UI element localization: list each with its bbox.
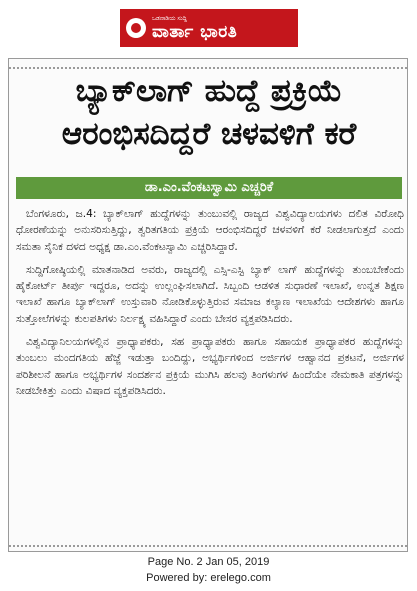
- masthead-tagline: ಒಡನಾಡಿಯ ಸುದ್ದಿ: [152, 14, 187, 22]
- article-body: [16, 206, 404, 406]
- headline-line-1: ಬ್ಯಾಕ್‌ಲಾಗ್ ಹುದ್ದೆ ಪ್ರಕ್ರಿಯೆ: [75, 73, 343, 109]
- paragraph-1: ಬೆಂಗಳೂರು, ಜ.4: ಬ್ಯಾಕ್‌ಲಾಗ್ ಹುದ್ದೆಗಳನ್ನು ತುಂಬುವಲ್ಲಿ ರಾಜ್ಯದ ವಿಶ್ವವಿದ್ಯಾಲಯಗಳು ದಲಿತ ವಿರೋಧಿ ಧೋರಣೆಯನ್ನು ಅನುಸರಿಸುತ್ತಿದ್ದು, ತ್ವರಿತಗತಿಯ ಪ್ರಕ್ರಿಯೆ ಆರಂಭಿಸದಿದ್ದರೆ ಚಳವಳಿಗೆ ಕರೆ ನೀಡಲಾಗುತ್ತದೆ ಎಂದು ಸಮತಾ ಸೈನಿಕ ದಳದ ಅಧ್ಯಕ್ಷ ಡಾ.ಎಂ.ವೆಂಕಟಸ್ವಾಮಿ ಎಚ್ಚರಿಸಿದ್ದಾರೆ.: [16, 208, 404, 253]
- masthead-name: ವಾರ್ತಾ ಭಾರತಿ: [152, 21, 238, 42]
- headline-line-2: ಆರಂಭಿಸದಿದ್ದರೆ ಚಳವಳಿಗೆ ಕರೆ: [61, 116, 357, 152]
- paragraph-3: ವಿಶ್ವವಿದ್ಯಾನಿಲಯಗಳಲ್ಲಿನ ಪ್ರಾಧ್ಯಾಪಕರು, ಸಹ ಪ್ರಾಧ್ಯಾಪಕರು ಹಾಗೂ ಸಹಾಯಕ ಪ್ರಾಧ್ಯಾಪಕರ ಹುದ್ದೆಗಳನ್ನು ತುಂಬಲು ಮಂದಗತಿಯ ಹೆಜ್ಜೆ ಇಡುತ್ತಾ ಬಂದಿದ್ದು, ಅಭ್ಯರ್ಥಿಗಳಿಂದ ಅರ್ಜಿಗಳ ಆಹ್ವಾನದ ಪ್ರಕಟನೆ, ಅರ್ಜಿಗಳ ಪರಿಶೀಲನೆ ಹಾಗೂ ಅಭ್ಯರ್ಥಿಗಳ ಸಂದರ್ಶನ ಪ್ರಕ್ರಿಯೆ ಮುಗಿಸಿ ಹಲವು ತಿಂಗಳುಗಳ ಹಿಂದೆಯೇ ನೇಮಕಾತಿ ಪತ್ರಗಳನ್ನು ನೀಡಬೇಕಿತ್ತು ಎಂದು ವಿಷಾದ ವ್ಯಕ್ತಪಡಿಸಿದರು.: [16, 336, 404, 397]
- emblem-icon: [126, 18, 146, 38]
- powered-by-link[interactable]: Powered by: erelego.com: [146, 572, 271, 584]
- article-subhead: ಡಾ.ಎಂ.ವೆಂಕಟಸ್ವಾಮಿ ಎಚ್ಚರಿಕೆ: [16, 177, 402, 199]
- article-headline: [14, 70, 404, 156]
- paragraph-2: ಸುದ್ದಿಗೋಷ್ಠಿಯಲ್ಲಿ ಮಾತನಾಡಿದ ಅವರು, ರಾಜ್ಯದಲ್ಲಿ ಎಸ್ಸಿ-ಎಸ್ಟಿ ಬ್ಯಾಕ್ ಲಾಗ್ ಹುದ್ದೆಗಳನ್ನು ತುಂಬಬೇಕೆಂದು ಹೈಕೋರ್ಟ್ ತೀರ್ಪು ಇದ್ದರೂ, ಅದನ್ನು ಉಲ್ಲಂಘಿಸಲಾಗಿದೆ. ಸಿಬ್ಬಂದಿ ಆಡಳಿತ ಸುಧಾರಣೆ ಇಲಾಖೆ, ಉನ್ನತ ಶಿಕ್ಷಣ ಇಲಾಖೆ ಹಾಗೂ ಬ್ಯಾಕ್‌ಲಾಗ್ ಉಸ್ತುವಾರಿ ನೋಡಿಕೊಳ್ಳುತ್ತಿರುವ ಸಮಾಜ ಕಲ್ಯಾಣ ಇಲಾಖೆಯ ಆದೇಶಗಳು ಹಾಗೂ ಸುತ್ತೋಲೆಗಳನ್ನು ಕುಲಪತಿಗಳು ನಿರ್ಲಕ್ಷ್ಯ ವಹಿಸಿದ್ದಾರೆ ಎಂದು ಬೇಸರ ವ್ಯಕ್ತಪಡಿಸಿದರು.: [16, 263, 404, 325]
- page-info: Page No. 2 Jan 05, 2019: [147, 556, 270, 568]
- masthead-logo: [120, 9, 298, 47]
